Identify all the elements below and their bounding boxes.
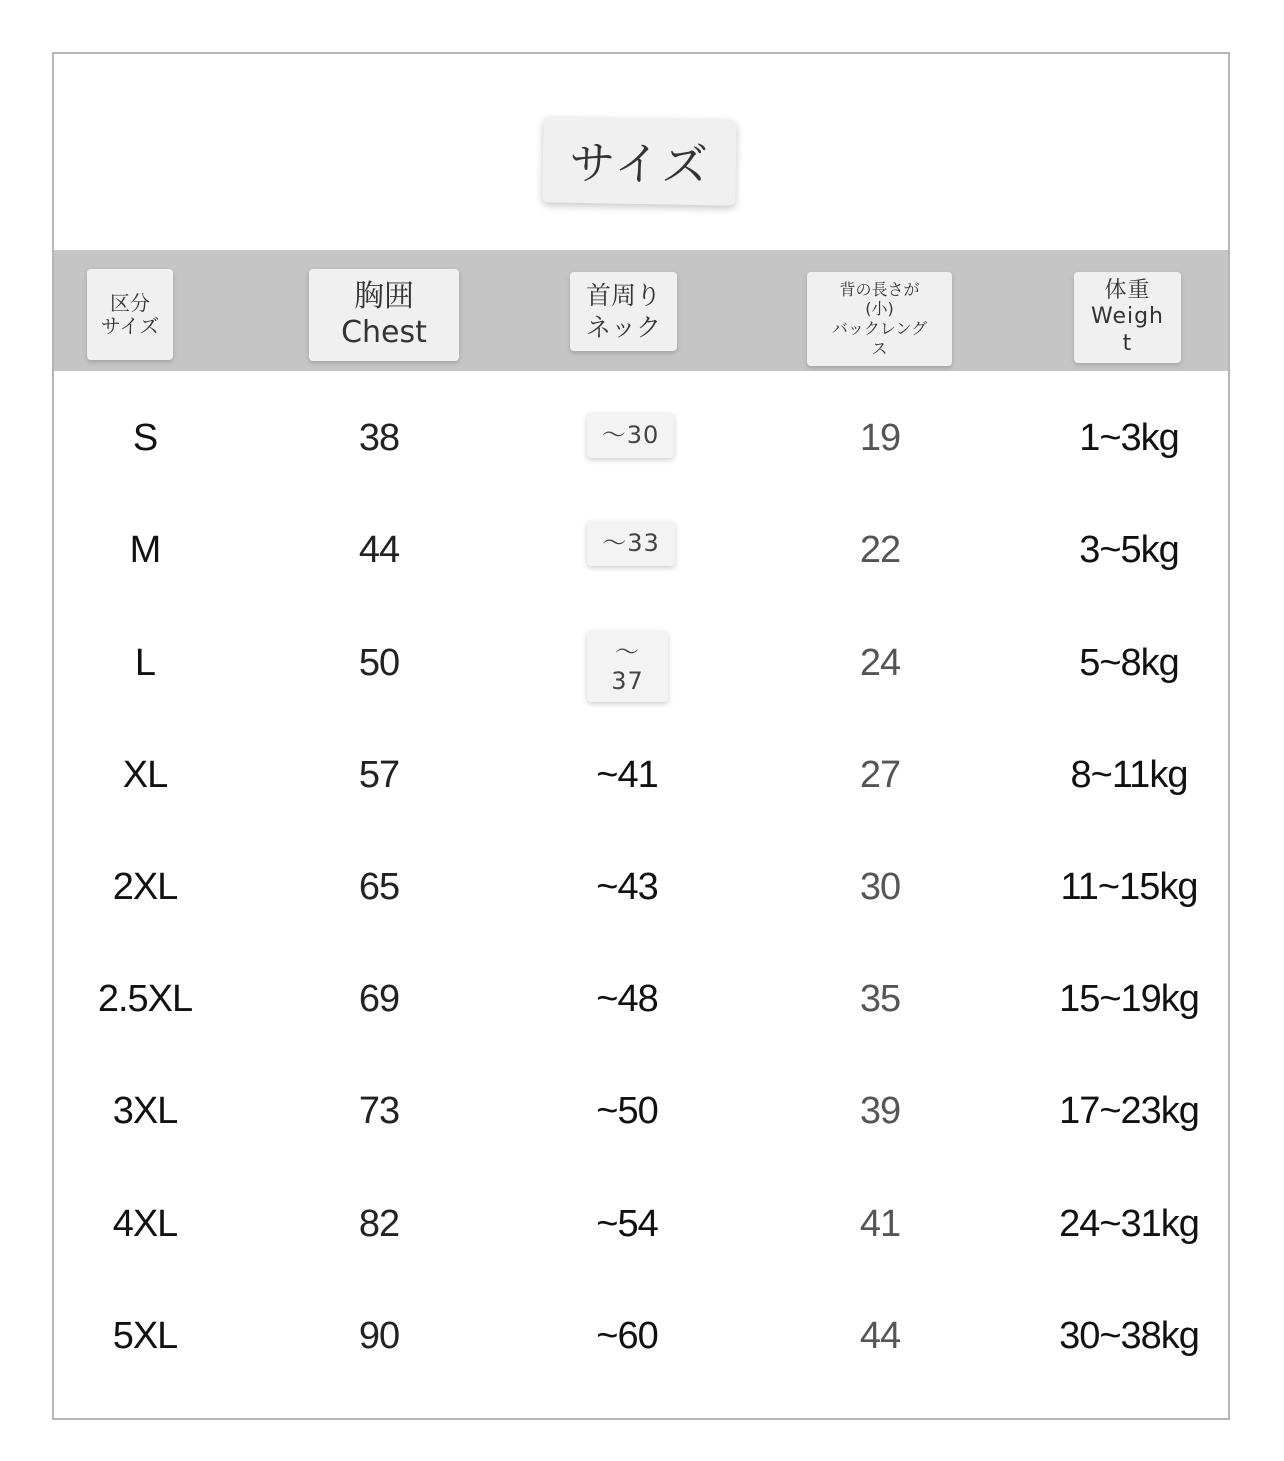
header-back-length	[807, 272, 952, 366]
chart-title: サイズ	[542, 116, 736, 205]
neck-value-chip	[587, 413, 674, 458]
size-cell: L	[134, 641, 156, 684]
back-length-cell: 24	[859, 641, 901, 684]
table-row	[54, 857, 1228, 917]
size-cell: S	[132, 416, 158, 459]
back-length-cell: 39	[859, 1089, 901, 1132]
weight-cell: 1~3kg	[1079, 416, 1179, 459]
header-weight-line: t	[1122, 330, 1133, 356]
neck-cell: ~60	[596, 1314, 658, 1357]
back-length-cell: 44	[859, 1314, 901, 1357]
chest-cell: 69	[358, 977, 400, 1020]
size-cell: 5XL	[112, 1314, 178, 1357]
weight-cell: 30~38kg	[1059, 1314, 1199, 1357]
neck-chip-text: ～33	[602, 529, 660, 558]
header-size-line: サイズ	[100, 313, 160, 338]
chest-cell: 82	[358, 1202, 400, 1245]
size-cell: 2.5XL	[97, 977, 193, 1020]
neck-chip-text: ～	[615, 637, 640, 666]
table-row	[54, 1306, 1228, 1366]
size-cell: M	[129, 528, 161, 571]
chest-cell: 65	[358, 865, 400, 908]
table-row	[54, 1081, 1228, 1141]
size-cell: 3XL	[112, 1089, 178, 1132]
table-row	[54, 1194, 1228, 1254]
back-length-cell: 41	[859, 1202, 901, 1245]
back-length-cell: 30	[859, 865, 901, 908]
header-back-line: ス	[871, 338, 888, 358]
header-neck-line: ネック	[585, 312, 661, 342]
neck-cell: ~43	[596, 865, 658, 908]
table-row	[54, 969, 1228, 1029]
size-cell: 4XL	[112, 1202, 178, 1245]
weight-cell: 11~15kg	[1060, 865, 1198, 908]
neck-cell: ~41	[596, 753, 658, 796]
back-length-cell: 27	[859, 753, 901, 796]
neck-value-chip	[587, 631, 668, 702]
neck-value-chip	[587, 521, 675, 566]
header-back-line: バックレング	[831, 319, 928, 338]
header-back-line: (小)	[865, 299, 894, 319]
header-size	[87, 269, 173, 360]
weight-cell: 5~8kg	[1079, 641, 1179, 684]
chest-cell: 50	[358, 641, 400, 684]
chest-cell: 38	[358, 416, 400, 459]
neck-cell: ~48	[596, 977, 658, 1020]
header-size-line: 区分	[110, 291, 150, 316]
header-chest-line: Chest	[341, 315, 427, 350]
weight-cell: 17~23kg	[1059, 1089, 1199, 1132]
weight-cell: 3~5kg	[1079, 528, 1179, 571]
chest-cell: 90	[358, 1314, 400, 1357]
neck-cell: ~50	[596, 1089, 658, 1132]
header-back-line: 背の長さが	[839, 279, 920, 299]
weight-cell: 15~19kg	[1059, 977, 1199, 1020]
header-neck	[570, 272, 677, 351]
chest-cell: 73	[358, 1089, 400, 1132]
header-chest	[309, 269, 459, 361]
weight-cell: 24~31kg	[1059, 1202, 1199, 1245]
neck-cell: ~54	[596, 1202, 658, 1245]
header-weight	[1074, 272, 1181, 363]
size-cell: XL	[122, 753, 168, 796]
weight-cell: 8~11kg	[1070, 753, 1188, 796]
size-cell: 2XL	[112, 865, 178, 908]
header-neck-line: 首周り	[585, 281, 661, 311]
header-weight-line: 体重	[1104, 277, 1151, 303]
chest-cell: 44	[358, 528, 400, 571]
chest-cell: 57	[358, 753, 400, 796]
back-length-cell: 35	[859, 977, 901, 1020]
header-weight-line: Weigh	[1090, 304, 1165, 330]
back-length-cell: 19	[859, 416, 901, 459]
neck-chip-text: ～30	[601, 421, 660, 450]
header-chest-line: 胸囲	[354, 279, 414, 314]
table-row	[54, 745, 1228, 805]
back-length-cell: 22	[859, 528, 901, 571]
neck-chip-text: 37	[611, 666, 644, 695]
